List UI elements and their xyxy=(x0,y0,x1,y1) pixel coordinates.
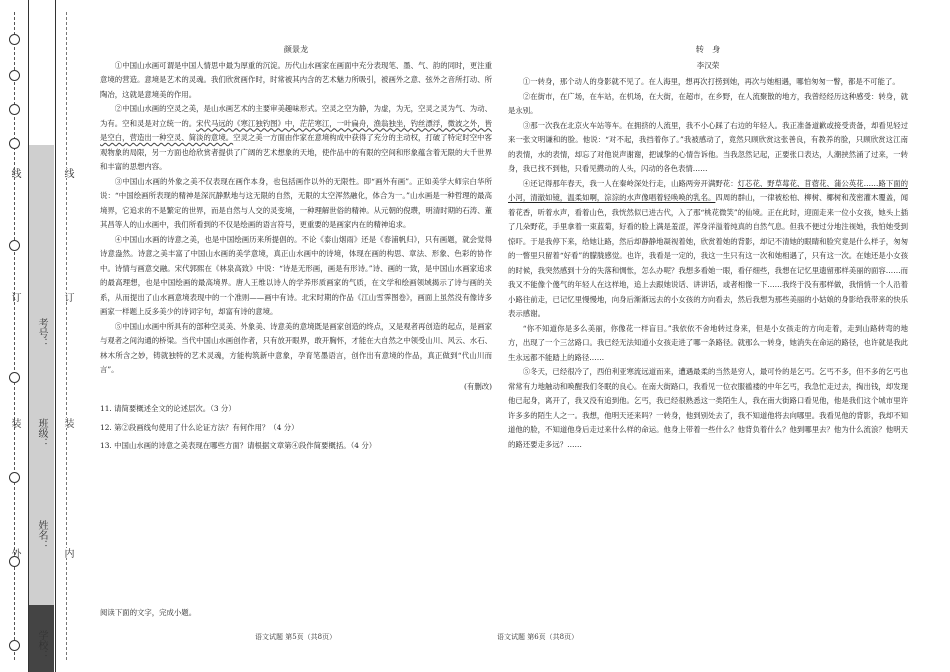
left-page xyxy=(100,42,492,454)
paragraph: ②中国山水画的空灵之美，是山水画艺术的主要审美趣味形式。空灵之空为静，为虚，为无，空灵之灵为气、为动、为有。空和灵是对立统一的。宋代马远的《寒江独钓图》中，茫茫寒江，一叶扁舟，渔翁独坐，钓丝漂浮，微波之外，皆是空白，营造出一种空灵、简淡的意境。空灵之美一方面由作家在意境构成中获得了充分的主动权，打破了特定时空中客观物象的局限，另一方面也给欣赏者提供了广阔的艺术想象的天地，使作品中的有限的空间和形象蕴含着无限的大千世界和丰富的思想内容。 xyxy=(100,104,492,171)
paragraph: ⑤冬天，已经很冷了，西伯利亚寒流远道而来，遭遇最柔的当然是穷人，最可怜的是乞丐。乞丐不多，但不多的乞丐也常常有力地触动和唤醒我们冬眠的良心。在南大街路口，我看见一位衣服褴褛的中年乞丐，我急忙走过去，掏出钱，却发现他已起身，离开了，我又没有追到他。乞丐，我已经很熟悉这一类陌生人，我在南大街路口看见他，他是我们这个城市里许许多多的陌生人之一。我想，他明天还来吗？一转身，他到别处去了，我不知道他将去向哪里。我看见他的背影，我却不知道他的脸，不知道他身后走过来什么样的命运。他身上带着一些什么？他背负着什么？他到哪里去？他为什么流浪？他明天的路还要走多远？…… xyxy=(508,367,908,449)
right-page xyxy=(508,42,908,452)
binding-hole xyxy=(9,640,20,651)
outer-label-xian: 线 xyxy=(9,168,20,178)
class-label: 班级： xyxy=(36,418,47,448)
outer-label-ding: 订 xyxy=(9,292,20,302)
name-label: 姓名： xyxy=(36,520,47,550)
paragraph: ④中国山水画的诗意之美，也是中国绘画历来所提倡的。不论《泰山烟雨》还是《春浦帆归》，只有画题，就会觉得诗意盎然。诗意之美丰富了中国山水画的美学意境，真正山水画中的诗境，体现在画的构思、章法、形象、色彩的协作中。诗情与画意交融。宋代郭熙在《林泉高致》中说：“诗是无形画，画是有形诗。”诗、画的一致，是中国山水画家追求的最高理想，也是中国绘画的最高境界。唐人王维以诗人的学养形质画家的气质，在文学和绘画领域揭示了诗与画的关系，从而提出了山水画意境表现中的一个准则——画中有诗。北宋时期的作品《江山雪霁图卷》，画面上虽然没有像诗多画家一样题上反多美少的诗词字句，却富有诗的意境。 xyxy=(100,234,492,316)
binding-hole xyxy=(9,70,20,81)
binding-margin xyxy=(0,0,90,672)
paragraph: “你不知道你是多么美丽，你像花一样盲目。”我依依不舍地转过身来，但是小女孩走的方向走着，走到山路转弯的地方，出现了一个三岔路口。我已经无法知道小女孩走进了哪一条路径。就那么一转身，她消失在命运的路径，也许就是我此生永远都不能踏上的路径…… xyxy=(508,323,908,362)
inner-label-nei: 内 xyxy=(62,548,73,558)
binding-hole xyxy=(9,240,20,251)
paragraph: ①中国山水画可谓是中国人情思中最为厚重的沉淀。历代山水画家在画面中充分表现笔、墨、气、韵的同时，更注重意境的营造。意境是艺术的灵魂。我们欣赏画作时，时常被其内含的艺术魅力所吸引，被画外之意、弦外之音所打动、所陶冶，这就是意境美的作用。 xyxy=(100,60,492,99)
binding-hole xyxy=(9,104,20,115)
paragraph: ④还记得那年春天，我一人在秦岭深处行走，山路两旁开满野花：灯芯花、野草莓花、苜蓿花、蒲公英花……路下面的小河，清澈如镜，温柔如啊，淙淙的水声像唱着轻唤唤的乳名。四周的群山，一律被松柏、柳树、椰树和茂密灌木覆盖，闻着花香，听着水声，看着山色，我恍然似已进古代，入了那“桃花微笑”的仙境。正在此时，迎面走来一位小女孩，她头上插了几朵野花，手里拿着一束蓝菊，好看的脸上满是羞涩，浑身洋溢着纯真的自然气息。但我不便过分地注视她，我怕她受到惊吓。于是我停下来，给她让路，然后却静静地凝视着她，欣赏着她的背影，却记不清她的眼睛和脸究竟是什么样子，匆匆的一瞥里只留着“好看”的朦胧感觉。也许，我看是一定的，我这一生只有这一次和她相遇了，只有这一次。在她还是小女孩的时候，我突然感到十分的失落和惆怅，怎么办呢？我想多看她一眼，看仔细些，我想在记忆里遗留那样美丽的面容……而我又不能像个傻气的年轻人在这样地，追上去跟她说话、讲讲话，或者相像一下……我终于没有那样做，我悄悄一个人沿着小路往前走，已记忆里慢慢地，向身后渐渐远去的小女孩的方向看去，然后我想为那些美丽的小姑娘的身影给我带来的快乐表示感谢。 xyxy=(508,178,908,318)
question-12: 12. 第②段画线句使用了什么论证方法？有何作用？（4 分） xyxy=(100,422,299,432)
inner-label-xian: 线 xyxy=(62,168,73,178)
binding-hole xyxy=(9,34,20,45)
binding-hole xyxy=(9,138,20,149)
paragraph: ①一转身，那个动人的身影就不见了。在人海里，想再次打捞到她，再次与她相遇，哪怕匆匆一瞥，都是不可能了。 xyxy=(522,77,900,86)
outer-label-zhuang: 装 xyxy=(9,418,20,428)
paragraph: ③中国山水画的外象之美不仅表现在画作本身，也包括画作以外的无限性。即“画外有画”。正如美学大师宗白华所说：“中国绘画所表现的精神是深沉静默地与这无限的自然，无限的太空浑然融化，体合为一。”山水画是一种哲理的最高境界，它追求的不是繁定的世界，而是自然与人交的灵变境，一种理解世俗的精神。从元朝的倪瓒，明清时期的石涛、董其昌等人的山水画中，我们所看到的不仅是绘画的语言符号，更重要的是画家内在的精神追求。 xyxy=(100,176,492,229)
paragraph: ②在街市，在广场，在车站，在机场，在大街，在超市，在乡野，在人流聚散的地方，我曾经经历这种感受：转身，就是永别。 xyxy=(508,91,908,115)
page-footer-right: 语文试题 第6页（共8页） xyxy=(497,633,579,641)
school-label: 学校： xyxy=(36,630,47,660)
article-title-right: 转 身 xyxy=(695,44,721,54)
article-author: 李汉荣 xyxy=(696,60,720,70)
page-footer-left: 语文试题 第5页（共8页） xyxy=(255,633,337,641)
reading-prompt: 阅读下面的文字，完成小题。 xyxy=(100,608,197,617)
inner-label-zhuang: 装 xyxy=(62,418,73,428)
outer-label-wai: 外 xyxy=(9,548,20,558)
underlined-sentence: 灯芯花、野草莓花、苜蓿花、蒲公英花……路下面的小河，清澈如镜，温柔如啊，淙淙的水声像唱着轻唤唤的乳名。 xyxy=(508,178,908,202)
inner-dash-line xyxy=(66,12,67,660)
paragraph: ③那一次我在北京火车站等车。在拥挤的人流里，我不小心踩了右边的年轻人。我正准备道歉或接受责备，却看见轻过来一张文明谦和的脸。他说：“对不起，我挡着你了。”我被感动了，竟然只顾欣赏这张善良，有教养的脸，只顾欣赏这江南的表情，水的表情，却忘了对他说声谢谢，把诚挚的心情告诉他。当我忽然记起，正要张口表达，人潮挟然涌了过来，一转身，我已找不到他，只看见攒动的人头，闪动的各色表情…… xyxy=(508,120,908,173)
exam-number-label: 考号： xyxy=(36,318,47,348)
source-note: (有删改) xyxy=(464,381,492,391)
article-title-left: 颜景龙 xyxy=(283,44,309,54)
question-13: 13. 中国山水画的诗意之美表现在哪些方面？请根据文章第④段作简要概括。（4 分） xyxy=(100,441,377,450)
inner-label-ding: 订 xyxy=(62,292,73,302)
question-11: 11. 请简要概述全文的论述层次。（3 分） xyxy=(100,404,236,413)
marked-sentence: 宋代马远的《寒江独钓图》中，茫茫寒江，一叶扁舟，渔翁独坐，钓丝漂浮，微波之外，皆是空白，营造出一种空灵、简淡的意境。 xyxy=(100,118,492,142)
paragraph: ⑤中国山水画中所具有的部种空灵美、外象美、诗意美的意境既是画家创造的终点，又是观者再创造的起点，是画家与观者之间沟通的桥梁。当代中国山水画创作者，只有放开眼界，敢开胸怀，才能在大自然之中领受山川、风云、水石、林木所含之妙，铸就独特的艺术灵魂，方能构筑新中意象，孕育笔墨语言，创作出有意境的作品，真正做到“代山川而言”。 xyxy=(100,321,492,374)
binding-hole xyxy=(9,472,20,483)
binding-hole xyxy=(9,372,20,383)
